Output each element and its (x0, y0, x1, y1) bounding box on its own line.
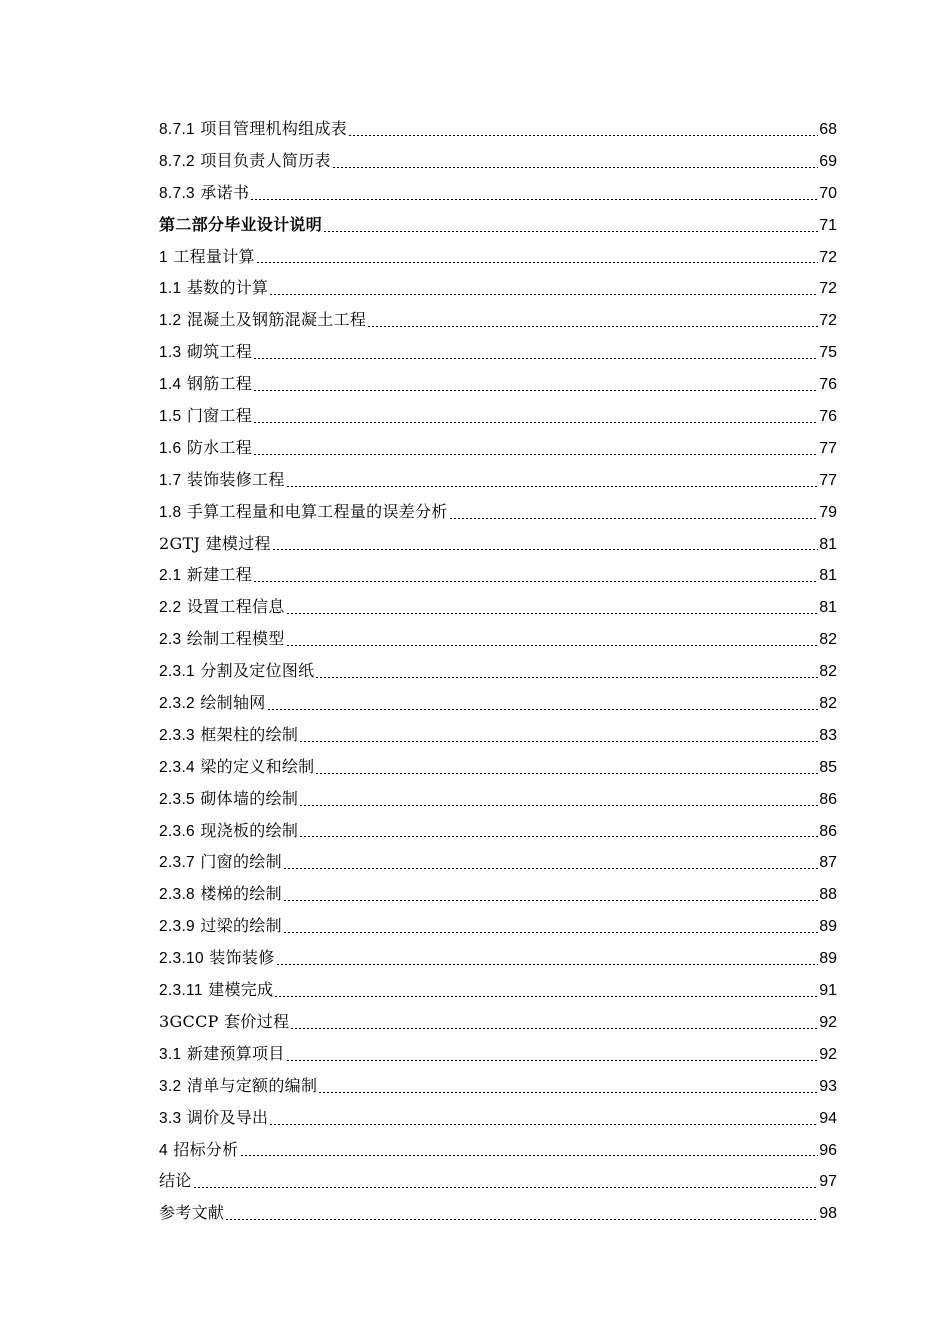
toc-entry-text: 2GTJ 建模过程 (159, 533, 271, 553)
toc-entry-title (159, 209, 322, 241)
dot-leader (315, 677, 818, 678)
dot-leader (253, 422, 818, 423)
toc-entry[interactable] (159, 1165, 837, 1197)
toc-entry-page-number: 96 (819, 1141, 837, 1159)
toc-entry-text: 楼梯的绘制 (200, 884, 282, 904)
toc-entry-text: 框架柱的绘制 (200, 724, 299, 744)
toc-entry-text: 工程量计算 (173, 246, 255, 266)
toc-entry-text: 装饰装修工程 (186, 469, 285, 489)
toc-entry-number: 2.3.4 (159, 758, 195, 776)
dot-leader (348, 135, 818, 136)
toc-entry-text: 参考文献 (159, 1203, 225, 1223)
dot-leader (286, 1060, 819, 1061)
toc-entry-text: 设置工程信息 (186, 597, 285, 617)
toc-entry-text: 新建工程 (186, 565, 253, 585)
toc-entry-number: 8.7.2 (159, 152, 195, 170)
dot-leader (250, 199, 818, 200)
toc-entry-title (159, 241, 255, 274)
dot-leader (269, 1124, 818, 1125)
toc-entry-title (159, 783, 298, 816)
toc-entry-title (159, 432, 252, 465)
toc-entry-title (159, 846, 282, 879)
toc-entry-text: 梁的定义和绘制 (200, 756, 315, 776)
toc-entry[interactable] (159, 910, 837, 942)
dot-leader (286, 645, 819, 646)
toc-entry-title (159, 719, 298, 752)
toc-entry-number: 3.1 (159, 1045, 182, 1063)
toc-entry-text: 门窗工程 (186, 406, 253, 426)
toc-entry-number: 2.1 (159, 567, 182, 585)
dot-leader (367, 326, 818, 327)
toc-entry-number: 2.3 (159, 631, 182, 649)
toc-entry[interactable] (159, 942, 837, 974)
toc-entry-page-number: 82 (819, 631, 837, 649)
toc-entry[interactable] (159, 241, 837, 273)
toc-entry-page-number: 89 (819, 950, 837, 968)
toc-entry[interactable] (159, 304, 837, 336)
dot-leader (283, 868, 818, 869)
toc-entry-page-number: 70 (819, 184, 837, 202)
dot-leader (299, 741, 818, 742)
toc-entry-title (159, 1006, 289, 1038)
dot-leader (449, 518, 819, 519)
toc-entry-title (159, 687, 266, 720)
toc-entry-page-number: 79 (819, 503, 837, 521)
toc-entry-title (159, 1038, 285, 1071)
toc-entry[interactable] (159, 974, 837, 1006)
toc-entry-page-number: 89 (819, 918, 837, 936)
toc-entry[interactable] (159, 177, 837, 209)
toc-entry-page-number: 69 (819, 152, 837, 170)
toc-entry-title (159, 1197, 224, 1229)
toc-entry[interactable] (159, 719, 837, 751)
toc-entry-text: 结论 (159, 1171, 192, 1191)
toc-entry-number: 8.7.1 (159, 121, 195, 138)
toc-entry[interactable] (159, 1006, 837, 1038)
dot-leader (318, 1092, 818, 1093)
toc-entry-text: 招标分析 (173, 1139, 239, 1159)
toc-entry-number: 2.3.11 (159, 982, 203, 1000)
toc-entry-text: 项目负责人简历表 (200, 150, 331, 170)
toc-entry[interactable] (159, 846, 837, 878)
toc-entry-text: 现浇板的绘制 (200, 820, 299, 840)
dot-leader (253, 358, 818, 359)
toc-entry-page-number: 76 (819, 376, 837, 394)
dot-leader (286, 613, 819, 614)
dot-leader (283, 932, 818, 933)
toc-entry-page-number: 72 (819, 248, 837, 266)
toc-entry-text: 手算工程量和电算工程量的误差分析 (186, 501, 448, 521)
dot-leader (267, 709, 819, 710)
toc-entry-text: 钢筋工程 (186, 374, 253, 394)
toc-entry-title (159, 177, 249, 210)
toc-entry[interactable] (159, 432, 837, 464)
toc-entry-title (159, 113, 347, 146)
toc-entry-title (159, 1134, 239, 1167)
toc-entry[interactable] (159, 496, 837, 528)
toc-entry-number: 2.2 (159, 599, 182, 617)
dot-leader (256, 262, 818, 263)
toc-entry-number: 2.3.1 (159, 663, 195, 681)
toc-entry-title (159, 1102, 268, 1135)
toc-entry-page-number: 92 (819, 1045, 837, 1063)
toc-entry[interactable] (159, 145, 837, 177)
toc-entry-title (159, 751, 314, 784)
toc-entry[interactable] (159, 687, 837, 719)
toc-entry[interactable] (159, 655, 837, 687)
toc-entry-text: 建模完成 (208, 980, 274, 1000)
toc-entry[interactable] (159, 815, 837, 847)
dot-leader (253, 454, 818, 455)
toc-entry-title (159, 559, 252, 592)
toc-entry[interactable] (159, 272, 837, 304)
toc-entry-title (159, 910, 282, 943)
toc-entry-text: 清单与定额的编制 (186, 1075, 318, 1095)
toc-entry-text: 绘制工程模型 (186, 629, 285, 649)
toc-entry-page-number: 88 (819, 886, 837, 904)
toc-entry-number: 2.3.3 (159, 726, 195, 744)
toc-entry-text: 砌体墙的绘制 (200, 788, 299, 808)
dot-leader (299, 836, 818, 837)
dot-leader (193, 1187, 819, 1188)
dot-leader (240, 1155, 819, 1156)
toc-entry-number: 4 (159, 1141, 168, 1159)
toc-entry[interactable] (159, 783, 837, 815)
dot-leader (274, 996, 818, 997)
toc-entry-page-number: 92 (819, 1013, 837, 1031)
toc-entry-text: 承诺书 (200, 182, 250, 202)
toc-entry-page-number: 98 (819, 1205, 837, 1223)
toc-entry-number: 1.1 (159, 280, 182, 298)
toc-entry-page-number: 82 (819, 695, 837, 713)
toc-entry-title (159, 878, 282, 911)
toc-entry-title (159, 591, 285, 624)
toc-entry-number: 2.3.7 (159, 854, 195, 872)
toc-entry-text: 门窗的绘制 (200, 852, 282, 872)
toc-entry-number: 2.3.2 (159, 695, 195, 713)
toc-entry-number: 1.6 (159, 439, 182, 457)
toc-entry-number: 2.3.6 (159, 822, 195, 840)
toc-entry-page-number: 72 (819, 312, 837, 330)
toc-entry-number: 2.3.8 (159, 886, 195, 904)
dot-leader (286, 486, 819, 487)
toc-entry-page-number: 87 (819, 854, 837, 872)
dot-leader (332, 167, 818, 168)
toc-entry-text: 第二部分毕业设计说明 (159, 214, 323, 234)
toc-entry-text: 绘制轴网 (200, 693, 266, 713)
toc-entry-title (159, 368, 252, 401)
toc-entry-page-number: 77 (819, 471, 837, 489)
toc-entry-page-number: 77 (819, 439, 837, 457)
toc-entry[interactable] (159, 336, 837, 368)
toc-entry[interactable] (159, 878, 837, 910)
toc-entry-text: 砌筑工程 (186, 342, 253, 362)
dot-leader (253, 390, 818, 391)
toc-entry-title (159, 942, 275, 975)
toc-entry-text: 调价及导出 (186, 1107, 269, 1127)
toc-entry-title (159, 655, 314, 688)
toc-entry[interactable] (159, 113, 837, 145)
toc-entry-text: 过梁的绘制 (200, 916, 282, 936)
toc-entry-text: 分割及定位图纸 (200, 661, 315, 681)
toc-entry-text: 装饰装修 (209, 948, 275, 968)
dot-leader (299, 805, 818, 806)
toc-entry-title (159, 336, 252, 369)
toc-entry-number: 1.5 (159, 408, 182, 426)
toc-entry-number: 1.3 (159, 344, 182, 362)
toc-entry[interactable] (159, 368, 837, 400)
table-of-contents (159, 113, 837, 1229)
toc-entry[interactable] (159, 528, 837, 560)
toc-entry-number: 2.3.5 (159, 790, 195, 808)
toc-entry-text: 混凝土及钢筋混凝土工程 (186, 310, 367, 330)
dot-leader (253, 581, 818, 582)
toc-entry-page-number: 81 (819, 567, 837, 585)
toc-entry-title (159, 400, 252, 433)
toc-entry-title (159, 1165, 192, 1197)
toc-entry[interactable] (159, 464, 837, 496)
toc-entry-number: 1 (159, 248, 168, 266)
toc-entry-title (159, 304, 366, 337)
toc-entry-page-number: 75 (819, 344, 837, 362)
toc-entry-text: 防水工程 (186, 437, 253, 457)
toc-entry-text: 新建预算项目 (186, 1043, 285, 1063)
dot-leader (323, 231, 818, 232)
toc-entry-number: 3.3 (159, 1109, 182, 1127)
toc-entry-page-number: 86 (819, 822, 837, 840)
toc-entry-text: 3GCCP 套价过程 (159, 1011, 290, 1031)
toc-entry-title (159, 1070, 317, 1103)
toc-entry[interactable] (159, 559, 837, 591)
toc-entry[interactable] (159, 1134, 837, 1166)
toc-entry-page-number: 76 (819, 408, 837, 426)
toc-entry-number: 1.4 (159, 376, 182, 394)
toc-entry[interactable] (159, 591, 837, 623)
toc-entry-page-number: 81 (819, 535, 837, 553)
toc-entry-title (159, 974, 273, 1007)
toc-entry-title (159, 496, 448, 529)
dot-leader (290, 1028, 818, 1029)
toc-entry-page-number: 86 (819, 790, 837, 808)
toc-entry-page-number: 93 (819, 1077, 837, 1095)
toc-entry-title (159, 623, 285, 656)
toc-entry-page-number: 97 (819, 1173, 837, 1191)
toc-entry-number: 3.2 (159, 1077, 182, 1095)
dot-leader (315, 773, 818, 774)
toc-entry-number: 8.7.3 (159, 184, 195, 202)
toc-entry-page-number: 68 (819, 121, 837, 138)
toc-entry-page-number: 85 (819, 758, 837, 776)
toc-entry-page-number: 81 (819, 599, 837, 617)
toc-entry[interactable] (159, 751, 837, 783)
toc-entry[interactable] (159, 400, 837, 432)
dot-leader (269, 294, 818, 295)
dot-leader (276, 964, 819, 965)
toc-entry-number: 1.8 (159, 503, 182, 521)
toc-entry-title (159, 464, 285, 497)
toc-entry-page-number: 72 (819, 280, 837, 298)
toc-entry-title (159, 528, 271, 560)
toc-entry-page-number: 91 (819, 982, 837, 1000)
toc-entry-title (159, 272, 268, 305)
dot-leader (225, 1219, 818, 1220)
toc-entry-text: 项目管理机构组成表 (200, 119, 348, 138)
toc-entry-text: 基数的计算 (186, 278, 269, 298)
toc-entry-title (159, 815, 298, 848)
toc-entry-number: 1.2 (159, 312, 182, 330)
toc-entry-page-number: 71 (819, 216, 837, 234)
toc-entry-number: 2.3.10 (159, 950, 204, 968)
toc-entry[interactable] (159, 1070, 837, 1102)
toc-entry-number: 1.7 (159, 471, 182, 489)
toc-entry-page-number: 83 (819, 726, 837, 744)
toc-entry-title (159, 145, 331, 178)
toc-entry[interactable] (159, 623, 837, 655)
toc-entry-number: 2.3.9 (159, 918, 195, 936)
toc-entry-page-number: 82 (819, 663, 837, 681)
toc-entry[interactable] (159, 1197, 837, 1229)
toc-entry[interactable] (159, 209, 837, 241)
toc-entry[interactable] (159, 1038, 837, 1070)
toc-entry[interactable] (159, 1102, 837, 1134)
dot-leader (272, 549, 818, 550)
dot-leader (283, 900, 818, 901)
toc-entry-page-number: 94 (819, 1109, 837, 1127)
